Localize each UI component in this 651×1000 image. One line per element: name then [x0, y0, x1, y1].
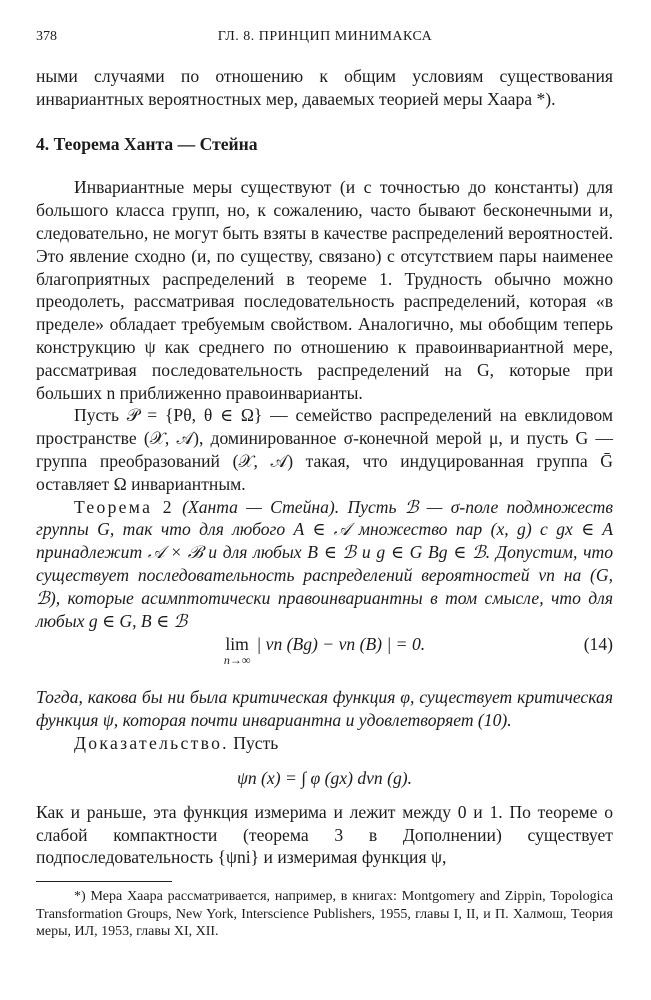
theorem-conclusion: Тогда, какова бы ни была критическая функция φ, существует критическая функция ψ, которая почти инвариантна и удовлетворяет (10).	[36, 687, 613, 731]
theorem-body: Пусть ℬ — σ-поле подмножеств группы G, так что для любого A ∈ 𝒜 множество пар (x, g) с gx ∈ A принадлежит 𝒜 × ℬ и для любых B ∈ ℬ и g ∈ G Bg ∈ ℬ. Допустим, что существует последовательность распределений вероятностей νn на (G, ℬ), которые асимптотически правоинвариантны в том смысле, что для любых g ∈ G, B ∈ ℬ	[36, 496, 613, 631]
theorem-statement	[36, 496, 613, 633]
formula-psi-n: ψn (x) = ∫ φ (gx) dνn (g).	[236, 767, 413, 788]
running-title: ГЛ. 8. ПРИНЦИП МИНИМАКСА	[217, 29, 433, 44]
theorem-label: Теорема 2	[74, 496, 174, 517]
footnote-divider	[36, 881, 172, 882]
limit-expression: | νn (Bg) − νn (B) | = 0.	[256, 634, 426, 655]
proof-lead: Пусть	[228, 732, 279, 753]
theorem-name: (Ханта — Стейна).	[182, 496, 340, 517]
proof-label: Доказательство.	[74, 732, 229, 753]
page-header	[36, 28, 613, 46]
section-heading: 4. Теорема Ханта — Стейна	[36, 133, 258, 154]
paragraph-invariant-measures: Инвариантные меры существуют (и с точностью до константы) для большого класса групп, но, к сожалению, часто бывают бесконечными и, следовательно, не могут быть взяты в качестве распределений вероятностей. Это явление сходно (и, по существу, связано) с отсутствием пары наименее благоприятных распределений в теореме 1. Трудность обычно можно преодолеть, рассматривая последовательность распределений, которая «в пределе» обладает требуемым свойством. Аналогично, мы обобщим теперь конструкцию ψ как среднего по отношению к правоинвариантной мере, рассматривая последовательность распределений на G, которые при больших n приближенно правоинварианты.	[36, 177, 613, 403]
limit-word: lim	[225, 634, 249, 655]
intro-paragraph: ными случаями по отношению к общим условиям существования инвариантных вероятностных мер, даваемых теорией меры Хаара *).	[36, 66, 613, 109]
equation-number: (14)	[583, 634, 613, 655]
proof-text: Как и раньше, эта функция измерима и лежит между 0 и 1. По теореме о слабой компактности (теорема 3 в Дополнении) существует подпоследовательность {ψni} и измеримая функция ψ,	[36, 801, 613, 868]
formula-14	[36, 634, 613, 686]
page-number: 378	[36, 29, 57, 44]
limit-operator	[224, 634, 251, 666]
footnote: *) Мера Хаара рассматривается, например, в книгах: Montgomery and Zippin, Topologica Transformation Groups, New York, Interscience Publishers, 1955, главы I, II, и П. Халмош, Теория меры, ИЛ, 1953, главы XI, XII.	[36, 889, 613, 940]
document-page	[36, 28, 613, 941]
limit-subscript: n→∞	[223, 653, 251, 668]
proof-intro	[36, 732, 613, 755]
paragraph-family-of-distributions: Пусть 𝒫 = {Pθ, θ ∈ Ω} — семейство распределений на евклидовом пространстве (𝒳, 𝒜), доминированное σ-конечной мерой μ, и пусть G — группа преобразований (𝒳, 𝒜) такая, что индуцированная группа Ḡ оставляет Ω инвариантным.	[36, 405, 613, 494]
